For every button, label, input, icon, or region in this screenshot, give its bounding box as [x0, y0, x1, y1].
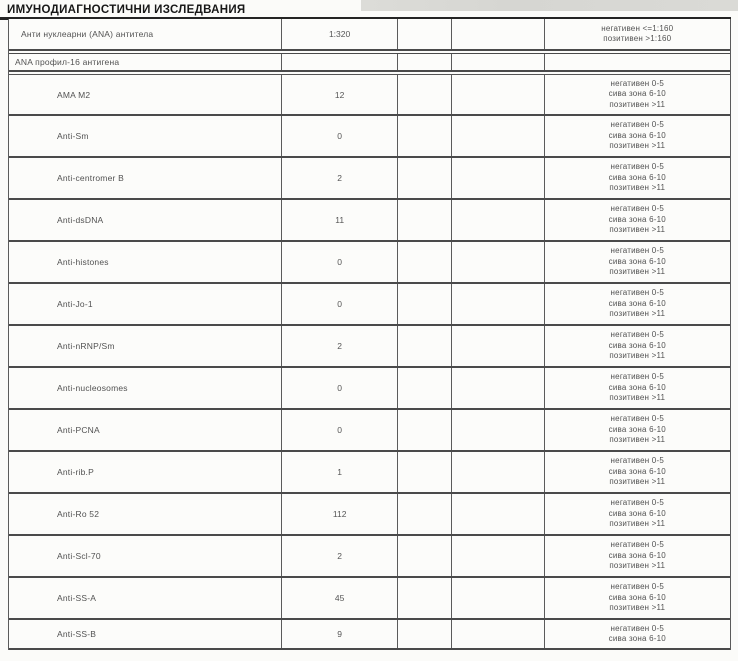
result-value-cell: [282, 368, 398, 408]
result-value: 1:320: [328, 29, 351, 39]
reference-line: сива зона 6-10: [608, 382, 666, 392]
reference-range-cell: [545, 158, 730, 198]
reference-line: позитивен >11: [609, 351, 666, 361]
result-value: 1: [337, 467, 343, 477]
results-table: [8, 19, 731, 650]
reference-line: сива зона 6-10: [608, 550, 666, 560]
table-row: [9, 578, 730, 620]
reference-line: негативен 0-5: [610, 162, 664, 172]
result-value: 0: [337, 425, 343, 435]
result-value: 9: [337, 629, 343, 639]
test-name: Anti-Scl-70: [57, 551, 101, 561]
empty-cell-1: [398, 368, 452, 408]
reference-line: негативен 0-5: [610, 372, 664, 382]
test-name-cell: [9, 158, 282, 198]
table-row: [9, 74, 730, 116]
empty-cell-1: [398, 242, 452, 282]
empty-cell-2: [452, 19, 545, 49]
test-name: Anti-SS-A: [57, 593, 97, 603]
table-row: [9, 158, 730, 200]
empty-cell-1: [398, 620, 452, 648]
reference-line: позитивен >1:160: [603, 34, 672, 43]
table-row: [9, 452, 730, 494]
reference-line: позитивен >11: [609, 393, 666, 403]
test-name-cell: [9, 242, 282, 282]
empty-cell-2: [452, 326, 545, 366]
empty-cell-2: [452, 158, 545, 198]
reference-line: сива зона 6-10: [608, 89, 666, 99]
reference-range-cell: [545, 326, 730, 366]
reference-line: позитивен >11: [609, 561, 666, 571]
reference-line: негативен 0-5: [610, 540, 664, 550]
reference-line: позитивен >11: [609, 267, 666, 277]
test-name-cell: [9, 410, 282, 450]
test-name-cell: [9, 116, 282, 156]
empty-cell-1: [398, 54, 452, 70]
reference-line: сива зона 6-10: [608, 508, 666, 518]
empty-cell-2: [452, 242, 545, 282]
reference-range-cell: [545, 452, 730, 492]
reference-line: позитивен >11: [609, 435, 666, 445]
reference-range-cell: [545, 19, 730, 49]
empty-cell-2: [452, 452, 545, 492]
reference-line: сива зона 6-10: [608, 634, 666, 643]
reference-line: негативен 0-5: [610, 414, 664, 424]
table-row: [9, 53, 730, 72]
reference-line: сива зона 6-10: [608, 214, 666, 224]
empty-cell-1: [398, 75, 452, 114]
result-value-cell: [282, 536, 398, 576]
reference-range-cell: [545, 536, 730, 576]
test-name-cell: [9, 19, 282, 49]
test-name: Anti-dsDNA: [57, 215, 104, 225]
table-row: [9, 326, 730, 368]
empty-cell-1: [398, 326, 452, 366]
reference-range-cell: [545, 284, 730, 324]
test-name-cell: [9, 54, 282, 70]
test-name-cell: [9, 75, 282, 114]
reference-range-cell: [545, 410, 730, 450]
reference-range-cell: [545, 368, 730, 408]
test-name: Anti-Ro 52: [57, 509, 100, 519]
reference-range-cell: [545, 578, 730, 618]
result-value-cell: [282, 578, 398, 618]
result-value-cell: [282, 54, 398, 70]
test-name: Anti-Sm: [57, 131, 89, 141]
reference-line: негативен 0-5: [610, 623, 664, 633]
test-name: Anti-rib.P: [57, 467, 94, 477]
test-name: Anti-PCNA: [57, 425, 100, 435]
reference-range-cell: [545, 494, 730, 534]
reference-line: позитивен >11: [609, 309, 666, 319]
test-name-cell: [9, 452, 282, 492]
reference-range-cell: [545, 242, 730, 282]
empty-cell-2: [452, 410, 545, 450]
result-value: 0: [337, 257, 343, 267]
empty-cell-2: [452, 200, 545, 240]
reference-line: негативен 0-5: [610, 288, 664, 298]
result-value-cell: [282, 19, 398, 49]
result-value: 0: [337, 131, 343, 141]
reference-line: позитивен >11: [609, 141, 666, 151]
reference-line: позитивен >11: [609, 225, 666, 235]
table-row: [9, 536, 730, 578]
result-value-cell: [282, 452, 398, 492]
test-name-cell: [9, 326, 282, 366]
result-value: 2: [337, 551, 343, 561]
reference-line: позитивен >11: [609, 99, 666, 109]
test-name: Anti-histones: [57, 257, 109, 267]
reference-line: позитивен >11: [609, 183, 666, 193]
reference-line: негативен 0-5: [610, 246, 664, 256]
result-value: 12: [334, 89, 345, 100]
reference-range-cell: [545, 54, 730, 70]
empty-cell-1: [398, 158, 452, 198]
empty-cell-2: [452, 75, 545, 114]
empty-cell-2: [452, 620, 545, 648]
test-name-cell: [9, 200, 282, 240]
empty-cell-2: [452, 578, 545, 618]
empty-cell-1: [398, 284, 452, 324]
reference-line: негативен 0-5: [610, 582, 664, 592]
test-name: ANA профил-16 антигена: [15, 57, 120, 67]
reference-line: сива зона 6-10: [608, 256, 666, 266]
reference-line: сива зона 6-10: [608, 130, 666, 140]
reference-line: сива зона 6-10: [608, 466, 666, 476]
empty-cell-1: [398, 578, 452, 618]
reference-line: негативен 0-5: [610, 120, 664, 130]
result-value-cell: [282, 494, 398, 534]
table-row: [9, 19, 730, 51]
reference-line: негативен 0-5: [610, 456, 664, 466]
test-name: AMA M2: [57, 89, 91, 100]
table-row: [9, 200, 730, 242]
result-value-cell: [282, 200, 398, 240]
table-row: [9, 284, 730, 326]
reference-line: позитивен >11: [609, 519, 666, 529]
table-row: [9, 242, 730, 284]
result-value: 0: [337, 383, 343, 393]
result-value-cell: [282, 75, 398, 114]
reference-range-cell: [545, 200, 730, 240]
result-value-cell: [282, 410, 398, 450]
reference-line: позитивен >11: [609, 477, 666, 487]
result-value-cell: [282, 284, 398, 324]
result-value: 2: [337, 341, 343, 351]
reference-line: негативен 0-5: [610, 78, 664, 88]
empty-cell-1: [398, 452, 452, 492]
result-value: 45: [334, 593, 345, 603]
test-name: Anti-centromer B: [57, 173, 124, 183]
empty-cell-1: [398, 200, 452, 240]
empty-cell-1: [398, 116, 452, 156]
reference-line: негативен 0-5: [610, 330, 664, 340]
empty-cell-2: [452, 368, 545, 408]
result-value-cell: [282, 242, 398, 282]
empty-cell-2: [452, 494, 545, 534]
result-value-cell: [282, 116, 398, 156]
reference-line: сива зона 6-10: [608, 172, 666, 182]
table-row: [9, 494, 730, 536]
reference-range-cell: [545, 620, 730, 648]
test-name-cell: [9, 620, 282, 648]
reference-range-cell: [545, 75, 730, 114]
reference-line: позитивен >11: [609, 603, 666, 613]
reference-line: негативен 0-5: [610, 498, 664, 508]
table-row: [9, 620, 730, 650]
test-name: Anti-nucleosomes: [57, 383, 128, 393]
empty-cell-2: [452, 116, 545, 156]
test-name-cell: [9, 536, 282, 576]
result-value: 11: [335, 215, 345, 225]
reference-line: негативен <=1:160: [601, 23, 674, 33]
reference-line: сива зона 6-10: [608, 592, 666, 602]
empty-cell-1: [398, 410, 452, 450]
empty-cell-1: [398, 494, 452, 534]
reference-range-cell: [545, 116, 730, 156]
test-name-cell: [9, 578, 282, 618]
table-row: [9, 410, 730, 452]
test-name: Анти нуклеарни (ANA) антитела: [21, 29, 154, 39]
test-name-cell: [9, 494, 282, 534]
test-name-cell: [9, 284, 282, 324]
result-value-cell: [282, 326, 398, 366]
empty-cell-2: [452, 536, 545, 576]
empty-cell-2: [452, 54, 545, 70]
result-value-cell: [282, 158, 398, 198]
reference-line: сива зона 6-10: [608, 340, 666, 350]
result-value: 2: [337, 173, 343, 183]
empty-cell-2: [452, 284, 545, 324]
test-name: Anti-SS-B: [57, 629, 97, 639]
reference-line: негативен 0-5: [610, 204, 664, 214]
reference-line: сива зона 6-10: [608, 424, 666, 434]
table-row: [9, 368, 730, 410]
test-name-cell: [9, 368, 282, 408]
reference-line: сива зона 6-10: [608, 298, 666, 308]
test-name: Anti-nRNP/Sm: [57, 341, 115, 351]
result-value: 112: [332, 509, 347, 519]
table-row: [9, 116, 730, 158]
section-header: [0, 0, 731, 20]
empty-cell-1: [398, 19, 452, 49]
empty-cell-1: [398, 536, 452, 576]
result-value-cell: [282, 620, 398, 648]
result-value: 0: [337, 299, 343, 309]
test-name: Anti-Jo-1: [57, 299, 93, 309]
page-title: ИМУНОДИАГНОСТИЧНИ ИЗСЛЕДВАНИЯ: [7, 4, 246, 16]
